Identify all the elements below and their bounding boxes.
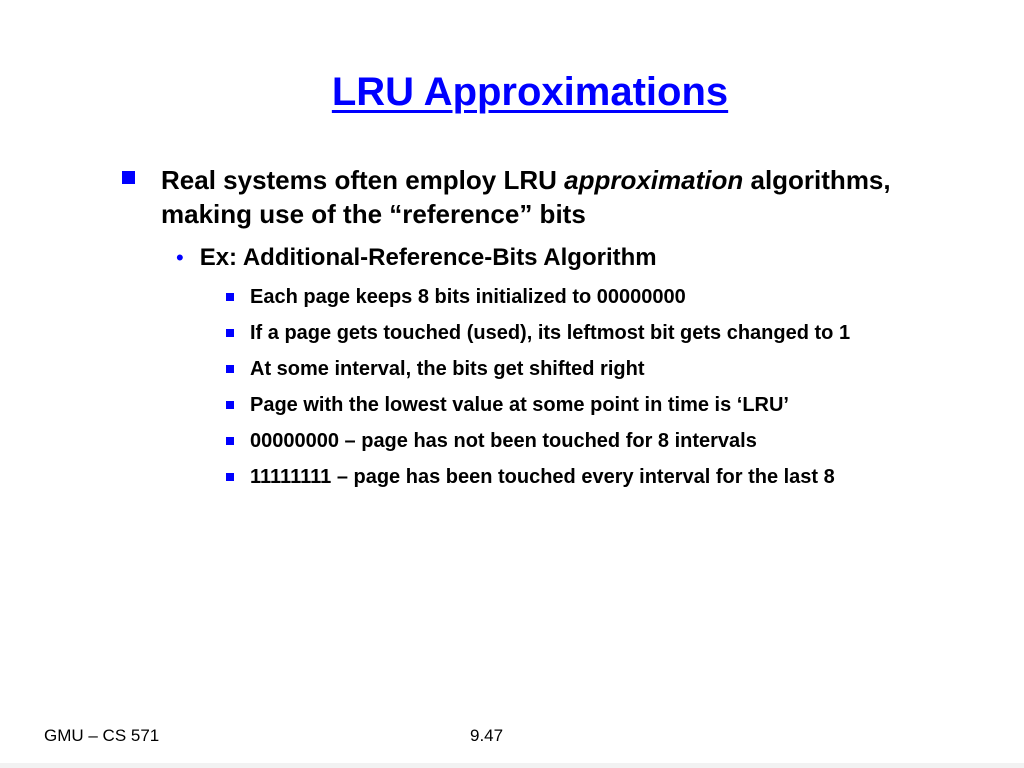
sub-bullet-list: [226, 284, 916, 500]
dot-bullet-icon: •: [176, 245, 184, 270]
list-item-text: 00000000 – page has not been touched for 8 intervals: [250, 430, 757, 452]
list-item: [226, 356, 916, 383]
bullet-level2: [176, 243, 876, 273]
bullet-level1-text-end: algorithms, making use of the “reference” bits: [161, 165, 891, 229]
footer-course-label: GMU – CS 571: [44, 726, 160, 745]
bullet-level1-text-start: Real systems often employ LRU: [161, 165, 565, 195]
list-item-text: Each page keeps 8 bits initialized to 00000000: [250, 286, 686, 308]
small-square-bullet-icon: [226, 401, 234, 409]
small-square-bullet-icon: [226, 293, 234, 301]
small-square-bullet-icon: [226, 365, 234, 373]
list-item: [226, 392, 916, 419]
bullet-level1: [122, 163, 902, 231]
list-item: [226, 428, 916, 455]
square-bullet-icon: [122, 171, 135, 184]
bullet-level1-text: [161, 163, 902, 231]
list-item-text: At some interval, the bits get shifted right: [250, 358, 645, 380]
bullet-level2-text: Ex: Additional-Reference-Bits Algorithm: [199, 244, 657, 271]
list-item-text: Page with the lowest value at some point in time is ‘LRU’: [250, 394, 789, 416]
list-item-text: 11111111 – page has been touched every interval for the last 8: [250, 466, 835, 488]
list-item: [226, 284, 916, 311]
bottom-divider: [0, 763, 1024, 768]
small-square-bullet-icon: [226, 437, 234, 445]
slide-title: LRU Approximations: [331, 70, 729, 114]
footer-slide-number: 9.47: [470, 726, 504, 745]
list-item: [226, 320, 916, 347]
list-item: [226, 464, 916, 491]
small-square-bullet-icon: [226, 329, 234, 337]
list-item-text: If a page gets touched (used), its leftmost bit gets changed to 1: [250, 322, 851, 344]
bullet-level1-emphasis: approximation: [564, 165, 744, 195]
small-square-bullet-icon: [226, 473, 234, 481]
